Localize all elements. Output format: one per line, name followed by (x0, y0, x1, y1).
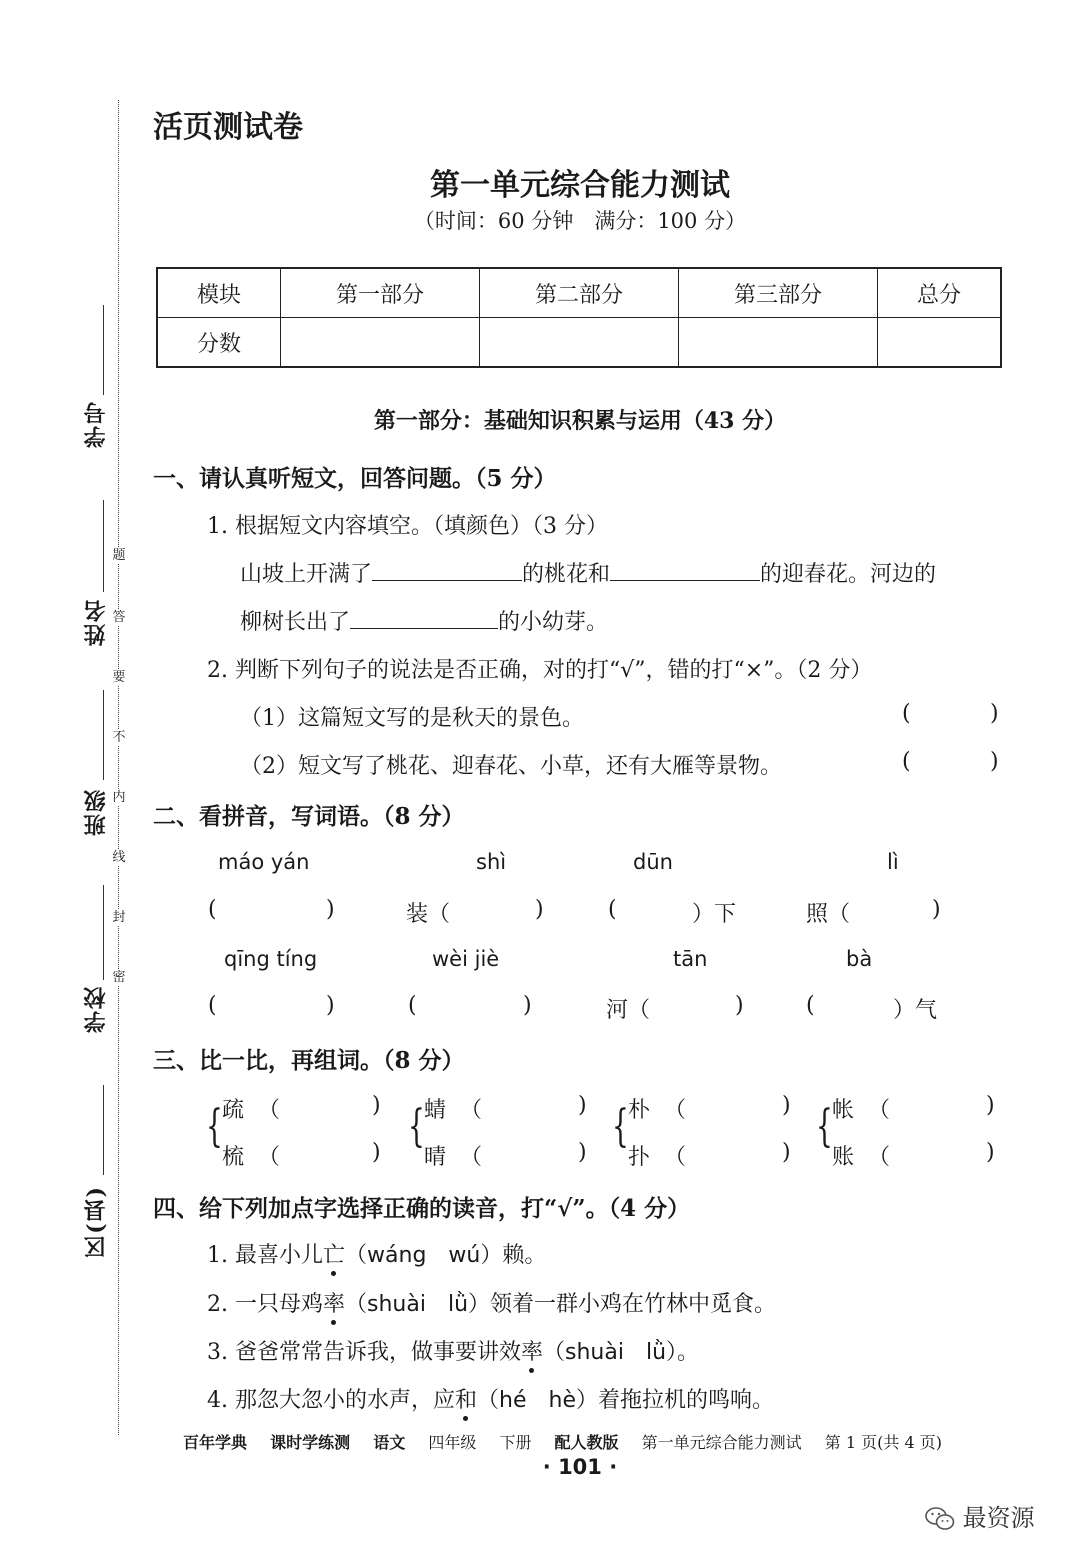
seal-char: 内 (112, 790, 126, 805)
table-cell: 分数 (157, 318, 281, 368)
score-table (156, 267, 1002, 368)
brace-icon: { (612, 1101, 629, 1152)
footer-series: 课时学练测 (270, 1433, 351, 1452)
xuehao-line (103, 305, 104, 395)
answer-paren-open[interactable]: ( (608, 897, 617, 922)
pinyin-choice[interactable]: （wáng wú） (345, 1243, 503, 1268)
item-number: 3. (207, 1340, 228, 1365)
table-cell: 总分 (878, 268, 1002, 318)
seal-char: 不 (112, 730, 126, 745)
q1-s2-item2: （2）短文写了桃花、迎春花、小草，还有大雁等景物。 (240, 754, 782, 779)
seal-char: 题 (112, 548, 126, 563)
seal-dotted-line (118, 100, 119, 1435)
q4-title: 四、给下列加点字选择正确的读音，打“√”。（4 分） (153, 1195, 691, 1222)
text: 那忽大忽小的水声，应 (235, 1388, 456, 1413)
pinyin: wèi jiè (432, 947, 500, 971)
text: 着拖拉机的鸣响。 (598, 1388, 775, 1413)
compare-char: 梳 (222, 1145, 245, 1170)
wechat-icon (925, 1506, 955, 1532)
answer-paren-close: ) (735, 993, 744, 1018)
footer-volume: 下册 (499, 1433, 532, 1452)
table-cell: 第二部分 (480, 268, 679, 318)
q3-title: 三、比一比，再组词。（8 分） (153, 1047, 465, 1074)
compare-char: 疏 (222, 1098, 245, 1123)
brace-icon: { (408, 1101, 425, 1152)
answer-paren-close: ) (986, 1093, 995, 1118)
pinyin-choice[interactable]: （shuài lǜ） (543, 1340, 678, 1365)
answer-paren-close: ) (986, 1140, 995, 1165)
part1-heading: 第一部分：基础知识积累与运用（43 分） (373, 408, 787, 434)
answer-paren-close: ) (535, 897, 544, 922)
dotted-char: 亡 (323, 1238, 345, 1269)
brace-icon: { (206, 1101, 223, 1152)
answer-paren-open[interactable]: （ (868, 1098, 891, 1123)
table-cell: 第一部分 (281, 268, 480, 318)
answer-paren-open[interactable]: （ (664, 1098, 687, 1123)
footer (183, 1430, 960, 1453)
answer-paren-close: ) (326, 993, 335, 1018)
fill-blank[interactable] (610, 558, 760, 581)
answer-paren-open[interactable]: （ (258, 1098, 281, 1123)
fill-blank[interactable] (350, 606, 498, 629)
answer-paren-open[interactable]: ( (902, 701, 911, 726)
q1-s1-title: 1. 根据短文内容填空。（填颜色）（3 分） (207, 514, 608, 539)
pinyin-choice[interactable]: （hé hè） (477, 1388, 598, 1413)
item-number: 2. (207, 1292, 228, 1317)
quxian-label: 区(县) (83, 1185, 109, 1258)
answer-paren-open[interactable]: ( (208, 993, 217, 1018)
answer-paren-open[interactable]: （ (258, 1145, 281, 1170)
seal-char: 答 (112, 610, 126, 625)
score-input-cell[interactable] (878, 318, 1002, 368)
footer-edition: 配人教版 (554, 1433, 619, 1452)
q1-s1-line2 (240, 605, 608, 636)
answer-paren-open[interactable]: ( (408, 993, 417, 1018)
answer-paren-open[interactable]: 装（ (406, 902, 451, 927)
score-input-cell[interactable] (679, 318, 878, 368)
score-input-cell[interactable] (281, 318, 480, 368)
text: 一只母鸡 (235, 1292, 324, 1317)
footer-publisher: 百年学典 (183, 1433, 248, 1452)
exam-subtitle: （时间：60 分钟 满分：100 分） (413, 209, 747, 233)
answer-paren-close: ) (782, 1140, 791, 1165)
q1-title: 一、请认真听短文，回答问题。（5 分） (153, 465, 557, 492)
page-number: · 101 · (542, 1455, 618, 1479)
footer-grade: 四年级 (428, 1433, 477, 1452)
banji-label: 班级 (83, 788, 109, 836)
answer-paren-open[interactable]: ( (902, 749, 911, 774)
text: 。 (677, 1340, 700, 1365)
q1-s2-title: 2. 判断下列句子的说法是否正确，对的打“√”，错的打“×”。（2 分） (207, 658, 873, 683)
dotted-char: 率 (323, 1287, 345, 1318)
answer-paren-close: ) (932, 897, 941, 922)
q1-s2-item1: （1）这篇短文写的是秋天的景色。 (240, 706, 584, 731)
text: 柳树长出了 (240, 610, 351, 635)
answer-paren-close: ) (372, 1093, 381, 1118)
footer-test-name: 第一单元综合能力测试 (641, 1433, 802, 1452)
score-table-row (157, 318, 1001, 368)
score-table-header-row (157, 268, 1001, 318)
compare-char: 朴 (628, 1098, 651, 1123)
answer-paren-close: ) (578, 1140, 587, 1165)
item-number: 4. (207, 1388, 228, 1413)
text: 的迎春花。河边的 (760, 562, 937, 587)
q4-item (207, 1335, 699, 1366)
answer-paren-close: ) (523, 993, 532, 1018)
q4-item (207, 1287, 776, 1318)
exam-title: 第一单元综合能力测试 (430, 168, 730, 203)
pinyin: tān (673, 947, 708, 971)
answer-paren-close: ) (782, 1093, 791, 1118)
text: 爸爸常常告诉我，做事要讲效 (235, 1340, 522, 1365)
pinyin: lì (887, 850, 899, 874)
table-cell: 第三部分 (679, 268, 878, 318)
brace-icon: { (816, 1101, 833, 1152)
footer-subject: 语文 (373, 1433, 406, 1452)
brand-title: 活页测试卷 (153, 110, 303, 145)
compare-char: 帐 (832, 1098, 855, 1123)
answer-paren-open[interactable]: （ (664, 1145, 687, 1170)
item-number: 1. (207, 1243, 228, 1268)
answer-paren-close: ) (990, 701, 999, 726)
pinyin: máo yán (218, 850, 310, 874)
compare-char: 晴 (424, 1145, 447, 1170)
answer-paren-close: ) (578, 1093, 587, 1118)
answer-paren-close: ）下 (692, 902, 737, 927)
dotted-char: 率 (521, 1335, 543, 1366)
compare-char: 账 (832, 1145, 855, 1170)
xingming-line (103, 500, 104, 592)
text: 的小幼芽。 (498, 610, 609, 635)
seal-char: 封 (112, 910, 126, 925)
text: 赖。 (502, 1243, 547, 1268)
pinyin: bà (846, 947, 873, 971)
answer-paren-close: ) (372, 1140, 381, 1165)
answer-paren-close: ) (326, 897, 335, 922)
xuexiao-line (103, 885, 104, 980)
quxian-line (103, 1085, 104, 1175)
dotted-char: 和 (455, 1383, 477, 1414)
q4-item (207, 1238, 546, 1269)
answer-paren-open[interactable]: ( (208, 897, 217, 922)
q4-item (207, 1383, 774, 1414)
q2-title: 二、看拼音，写词语。（8 分） (153, 803, 465, 830)
answer-paren-open[interactable]: 河（ (606, 998, 651, 1023)
compare-char: 蜻 (424, 1098, 447, 1123)
q1-s1-line1 (240, 557, 936, 588)
pinyin: shì (476, 850, 507, 874)
watermark (925, 1498, 1035, 1533)
answer-paren-close: ）气 (893, 998, 938, 1023)
seal-char: 线 (112, 850, 126, 865)
answer-paren-close: ) (990, 749, 999, 774)
seal-char: 要 (112, 670, 126, 685)
score-input-cell[interactable] (480, 318, 679, 368)
answer-paren-open[interactable]: （ (460, 1145, 483, 1170)
watermark-text: 最资源 (962, 1504, 1035, 1532)
pinyin-choice[interactable]: （shuài lǜ） (345, 1292, 491, 1317)
table-cell: 模块 (157, 268, 281, 318)
answer-paren-open[interactable]: ( (806, 993, 815, 1018)
text: 山坡上开满了 (240, 562, 373, 587)
answer-paren-open[interactable]: （ (460, 1098, 483, 1123)
answer-paren-open[interactable]: 照（ (806, 902, 851, 927)
pinyin: dūn (633, 850, 673, 874)
text: 的桃花和 (522, 562, 611, 587)
xuexiao-label: 学校 (83, 985, 109, 1033)
text: 最喜小儿 (235, 1243, 324, 1268)
xingming-label: 姓名 (83, 598, 109, 646)
seal-char: 密 (112, 970, 126, 985)
compare-char: 扑 (628, 1145, 651, 1170)
text: 领着一群小鸡在竹林中觅食。 (490, 1292, 777, 1317)
pinyin: qīng tíng (224, 947, 318, 971)
answer-paren-open[interactable]: （ (868, 1145, 891, 1170)
fill-blank[interactable] (372, 558, 522, 581)
banji-line (103, 690, 104, 780)
xuehao-label: 学号 (83, 400, 109, 448)
footer-page-info: 第 1 页(共 4 页) (824, 1433, 942, 1452)
